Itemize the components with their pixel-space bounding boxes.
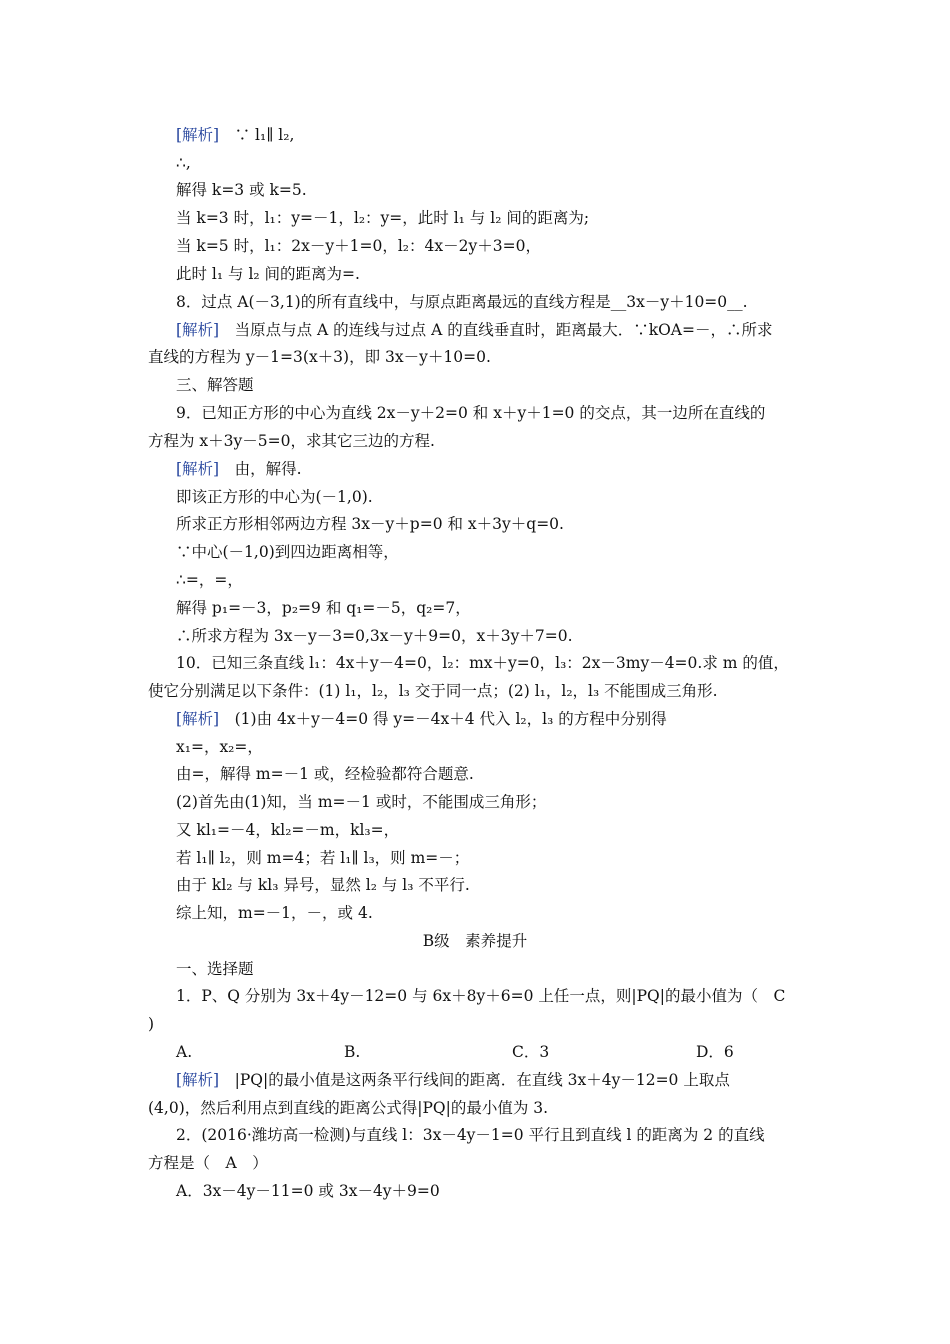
question-10: 10．已知三条直线 l₁：4x＋y－4=0，l₂：mx＋y=0，l₃：2x－3my－4=0.求 m 的值， xyxy=(176,654,789,672)
analysis-tag: [解析] xyxy=(176,126,220,144)
text-line: ∵中心(－1,0)到四边距离相等， xyxy=(176,543,399,561)
question-9: 9．已知正方形的中心为直线 2x－y＋2=0 和 x＋y＋1=0 的交点，其一边所在直线的 xyxy=(176,404,766,422)
text-line: [解析] 当原点与点 A 的连线与过点 A 的直线垂直时，距离最大．∵kOA=－，∴所求 xyxy=(176,321,773,339)
text-line: 解得 p₁=－3，p₂=9 和 q₁=－5，q₂=7， xyxy=(176,599,471,617)
text-line: 直线的方程为 y－1=3(x＋3)，即 3x－y＋10=0. xyxy=(148,348,491,366)
text-line: 方程是（ A ） xyxy=(148,1154,268,1172)
analysis-tag: [解析] xyxy=(176,710,220,728)
analysis-tag: [解析] xyxy=(176,460,220,478)
text-line: ∴=，=， xyxy=(176,571,243,589)
text-line: 若 l₁∥ l₂，则 m=4；若 l₁∥ l₃，则 m=－； xyxy=(176,849,470,867)
question-2: 2．(2016·潍坊高一检测)与直线 l：3x－4y－1=0 平行且到直线 l 的距离为 2 的直线 xyxy=(176,1126,765,1144)
question-1: 1．P、Q 分别为 3x＋4y－12=0 与 6x＋8y＋6=0 上任一点，则|PQ|的最小值为（ C xyxy=(176,987,786,1005)
text-line: [解析] |PQ|的最小值是这两条平行线间的距离．在直线 3x＋4y－12=0 上取点 xyxy=(176,1071,730,1089)
text-line: 使它分别满足以下条件：(1) l₁，l₂，l₃ 交于同一点；(2) l₁，l₂，l₃ 不能围成三角形. xyxy=(148,682,718,700)
text-line: 即该正方形的中心为(－1,0). xyxy=(176,488,373,506)
text-line: 此时 l₁ 与 l₂ 间的距离为=. xyxy=(176,265,360,283)
text-line: 又 kl₁=－4，kl₂=－m，kl₃=， xyxy=(176,821,400,839)
text-line: [解析] 由，解得. xyxy=(176,460,302,478)
section-title: B级 素养提升 xyxy=(422,932,528,950)
text-line: (4,0)，然后利用点到直线的距离公式得|PQ|的最小值为 3. xyxy=(148,1099,549,1117)
option-d: D．6 xyxy=(696,1043,734,1061)
option-a: A．3x－4y－11=0 或 3x－4y＋9=0 xyxy=(176,1182,440,1200)
analysis-tag: [解析] xyxy=(176,321,220,339)
text-line: 当 k=5 时，l₁：2x－y＋1=0，l₂：4x－2y＋3=0， xyxy=(176,237,541,255)
text-line: 解得 k=3 或 k=5. xyxy=(176,181,307,199)
text-line: [解析] (1)由 4x＋y－4=0 得 y=－4x＋4 代入 l₂，l₃ 的方程中分别得 xyxy=(176,710,667,728)
text-line: 所求正方形相邻两边方程 3x－y＋p=0 和 x＋3y＋q=0. xyxy=(176,515,564,533)
text-line: ∴, xyxy=(176,154,191,172)
question-8: 8．过点 A(－3,1)的所有直线中，与原点距离最远的直线方程是__3x－y＋10=0__. xyxy=(176,293,748,311)
option-c: C．3 xyxy=(512,1043,550,1061)
option-b: B. xyxy=(344,1043,361,1061)
section-heading: 三、解答题 xyxy=(176,376,254,394)
text-line: ) xyxy=(148,1015,155,1033)
text-line: x₁=，x₂=， xyxy=(176,738,263,756)
text-line: 由于 kl₂ 与 kl₃ 异号，显然 l₂ 与 l₃ 不平行. xyxy=(176,876,470,894)
text-line: 当 k=3 时，l₁：y=－1，l₂：y=，此时 l₁ 与 l₂ 间的距离为; xyxy=(176,209,590,227)
text-line: 综上知，m=－1，－，或 4. xyxy=(176,904,373,922)
text-line: 方程为 x＋3y－5=0，求其它三边的方程. xyxy=(148,432,435,450)
option-a: A. xyxy=(176,1043,193,1061)
text-line: 由=，解得 m=－1 或，经检验都符合题意. xyxy=(176,765,474,783)
analysis-tag: [解析] xyxy=(176,1071,220,1089)
text-line: (2)首先由(1)知，当 m=－1 或时，不能围成三角形； xyxy=(176,793,547,811)
text-line: ∴所求方程为 3x－y－3=0,3x－y＋9=0，x＋3y＋7=0. xyxy=(176,627,573,645)
section-heading: 一、选择题 xyxy=(176,960,254,978)
text-line: [解析] ∵ l₁∥ l₂, xyxy=(176,126,295,144)
